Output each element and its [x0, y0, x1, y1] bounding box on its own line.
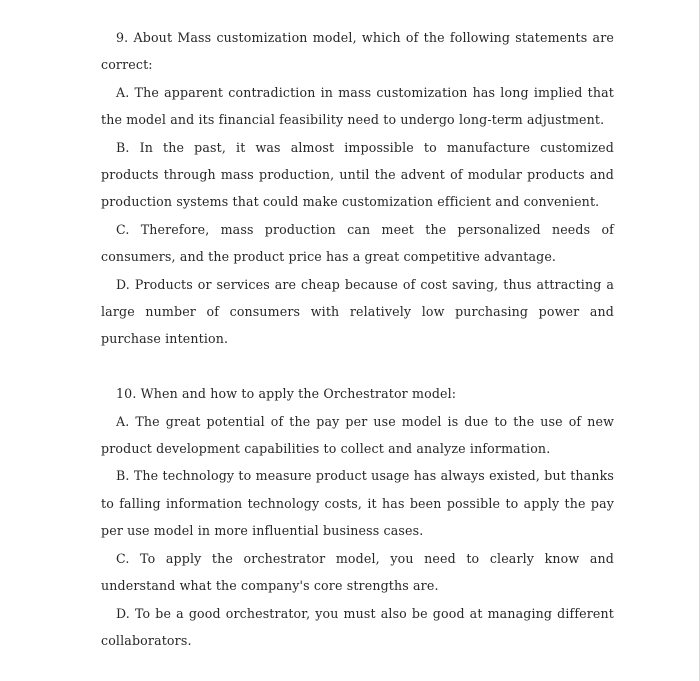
question-10-option-b: B. The technology to measure product usage has always existed, but thanks to falling information technology costs, it has been possible to apply the pay per use model in more influential business cases. [101, 468, 614, 539]
question-9-option-d: D. Products or services are cheap because of cost saving, thus attracting a large number of consumers with relatively low purchasing power and purchase intention. [101, 276, 614, 347]
document-body [101, 24, 614, 654]
question-9-stem: 9. About Mass customization model, which of the following statements are correct: [101, 30, 614, 73]
question-9-option-c: C. Therefore, mass production can meet the personalized needs of consumers, and the product price has a great competitive advantage. [101, 221, 614, 265]
question-9-option-b: B. In the past, it was almost impossible to manufacture customized products through mass production, until the advent of modular products and production systems that could make customization efficient and convenient. [101, 139, 614, 210]
question-spacer [101, 353, 614, 380]
question-10-option-a: A. The great potential of the pay per use model is due to the use of new product development capabilities to collect and analyze information. [101, 413, 614, 457]
question-10-option-d: D. To be a good orchestrator, you must also be good at managing different collaborators. [101, 605, 614, 648]
question-9-option-a: A. The apparent contradiction in mass customization has long implied that the model and its financial feasibility need to undergo long-term adjustment. [101, 84, 614, 128]
question-10 [101, 380, 614, 654]
question-10-option-c: C. To apply the orchestrator model, you need to clearly know and understand what the company's core strengths are. [101, 550, 614, 594]
question-10-stem: 10. When and how to apply the Orchestrator model: [116, 386, 457, 402]
question-9 [101, 24, 614, 353]
